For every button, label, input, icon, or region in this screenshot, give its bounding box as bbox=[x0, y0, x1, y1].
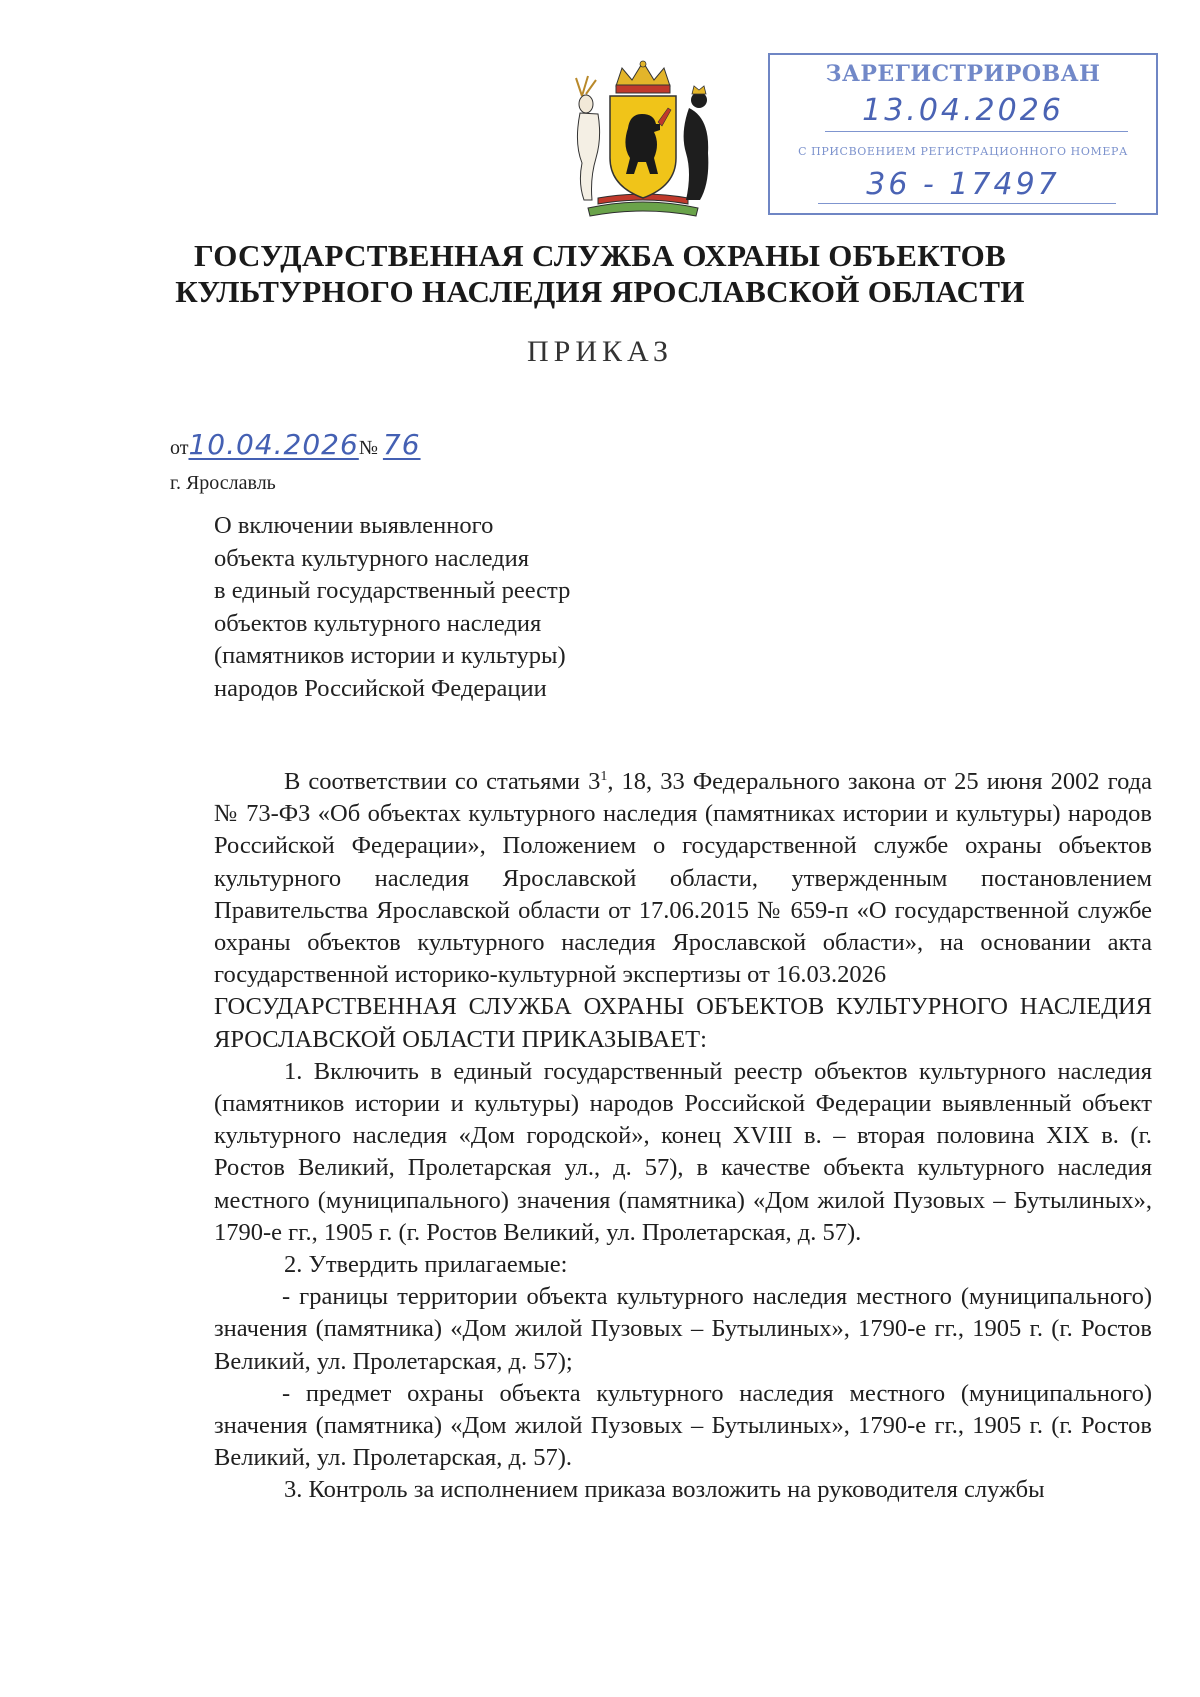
stamp-divider bbox=[825, 131, 1128, 132]
subject-line: объекта культурного наследия bbox=[214, 544, 529, 572]
stamp-registration-number: 36 - 17497 bbox=[866, 167, 1060, 202]
subject-line: в единый государственный реестр bbox=[214, 577, 571, 604]
clause-1: 1. Включить в единый государственный реестр объектов культурного наследия (памятников истории и культуры) народов Российской Федерации выявленный объект культурного наследия «Дом городской», конец XVIII в. – вторая половина XIX в. (г. Ростов Великий, Пролетарская ул., д. 57), в качестве объекта культурного наследия местного (муниципального) значения (памятника) «Дом жилой Пузовых – Бутылиных», 1790-е гг., 1905 г. (г. Ростов Великий, ул. Пролетарская, д. 57). bbox=[214, 1057, 1152, 1246]
subject-line: (памятников истории и культуры) bbox=[214, 642, 566, 669]
clause-2-item-boundaries: - границы территории объекта культурного наследия местного (муниципального) значения (памятника) «Дом жилой Пузовых – Бутылиных», 1790-е гг., 1905 г. (г. Ростов Великий, ул. Пролетарская, д. 57); bbox=[214, 1283, 1152, 1375]
coat-of-arms-emblem bbox=[568, 58, 718, 218]
subject-line: народов Российской Федерации bbox=[214, 674, 547, 702]
order-date: 10.04.2026 bbox=[188, 428, 359, 461]
city: г. Ярославль bbox=[170, 472, 276, 494]
order-subject bbox=[214, 510, 674, 705]
order-number: 76 bbox=[382, 428, 421, 461]
number-label: № bbox=[358, 437, 378, 459]
subject-line: объектов культурного наследия bbox=[214, 609, 542, 637]
clause-3: 3. Контроль за исполнением приказа возложить на руководителя службы bbox=[284, 1476, 1045, 1504]
order-date-number bbox=[170, 428, 421, 461]
preamble-text-cont: , 18, 33 Федерального закона от 25 июня 2002 года № 73-ФЗ «Об объектах культурного наследия (памятниках истории и культуры) народов Российской Федерации», Положением о государственной службе охраны объектов культурного наследия Ярославской области, утвержденным постановлением Правительства Ярославской области от 17.06.2015 № 659-п «О государственной службе охраны объектов культурного наследия Ярославской области», на основании акта государственной историко-культурной экспертизы от 16.03.2026 bbox=[214, 768, 1152, 989]
stamp-divider bbox=[818, 203, 1116, 204]
org-name-line-1: ГОСУДАРСТВЕННАЯ СЛУЖБА ОХРАНЫ ОБЪЕКТОВ bbox=[193, 238, 1007, 273]
order-body bbox=[214, 766, 1152, 1507]
stamp-title: ЗАРЕГИСТРИРОВАН bbox=[825, 61, 1101, 87]
subject-line: О включении выявленного bbox=[214, 512, 494, 539]
clause-2: 2. Утвердить прилагаемые: bbox=[284, 1251, 568, 1279]
org-name-line-2: КУЛЬТУРНОГО НАСЛЕДИЯ ЯРОСЛАВСКОЙ ОБЛАСТИ bbox=[175, 274, 1025, 309]
preamble-paragraph bbox=[214, 766, 1152, 991]
registration-stamp bbox=[768, 53, 1158, 215]
document-type-title: ПРИКАЗ bbox=[527, 335, 673, 368]
article-superscript: 1 bbox=[600, 768, 608, 784]
order-directive: ГОСУДАРСТВЕННАЯ СЛУЖБА ОХРАНЫ ОБЪЕКТОВ КУЛЬТУРНОГО НАСЛЕДИЯ ЯРОСЛАВСКОЙ ОБЛАСТИ ПРИКАЗЫВАЕТ: bbox=[214, 993, 1152, 1053]
stamp-date: 13.04.2026 bbox=[862, 93, 1064, 128]
preamble-text: В соответствии со статьями 3 bbox=[284, 768, 601, 795]
clause-2-item-protection: - предмет охраны объекта культурного наследия местного (муниципального) значения (памятника) «Дом жилой Пузовых – Бутылиных», 1790-е гг., 1905 г. (г. Ростов Великий, ул. Пролетарская, д. 57). bbox=[214, 1379, 1152, 1472]
stamp-subtitle: С ПРИСВОЕНИЕМ РЕГИСТРАЦИОННОГО НОМЕРА bbox=[798, 145, 1128, 158]
from-label: от bbox=[170, 437, 189, 459]
